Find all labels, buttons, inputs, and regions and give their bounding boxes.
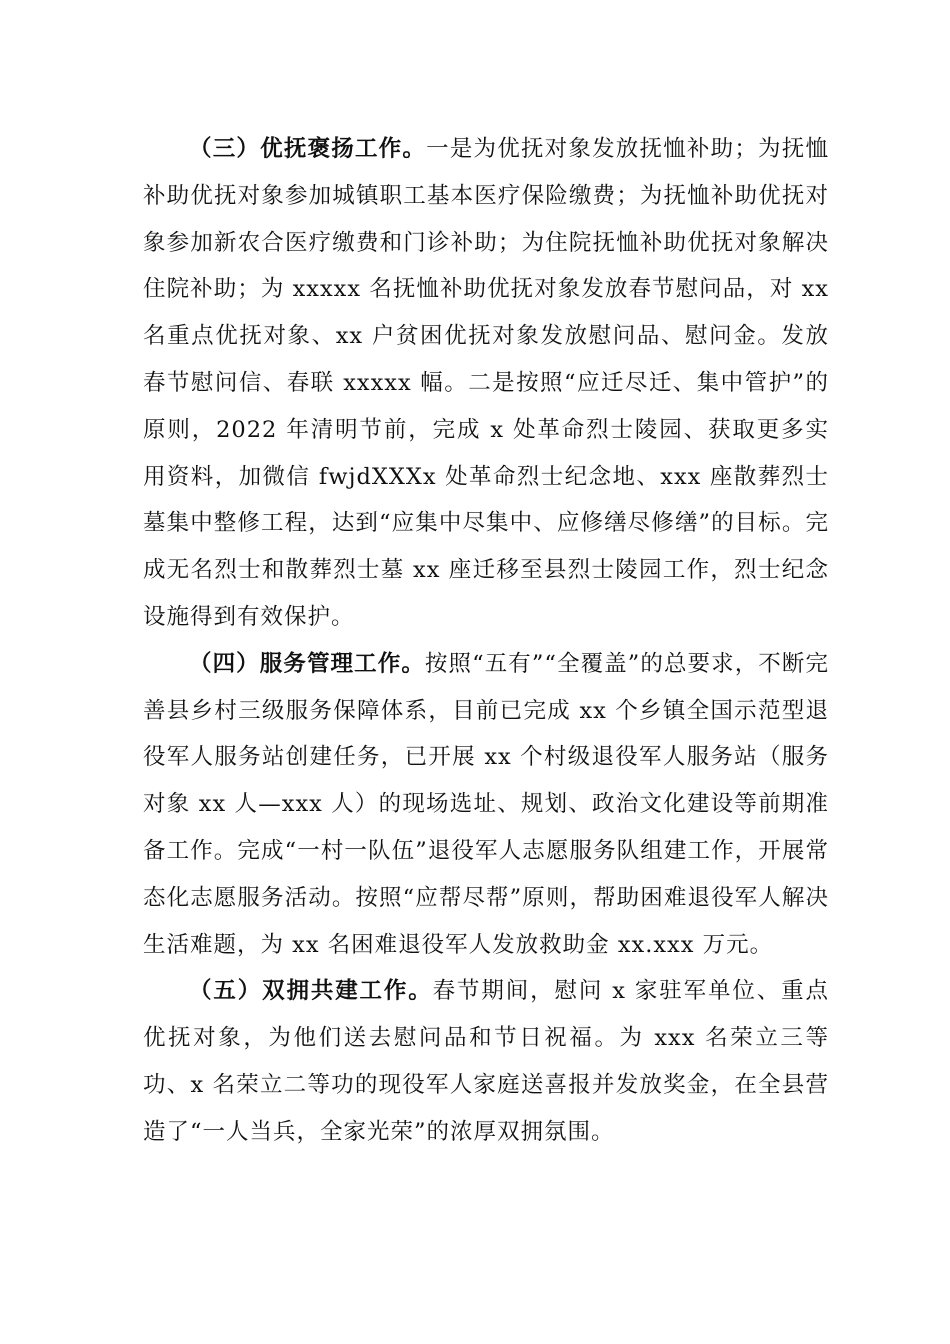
paragraph-text-4: 按照“五有”“全覆盖”的总要求，不断完善县乡村三级服务保障体系，目前已完成 xx 个乡镇全国示范型退役军人服务站创建任务，已开展 xx 个村级退役军人服务站（服务对象 xx 人—xxx 人）的现场选址、规划、政治文化建设等前期准备工作。完成“一村一队伍”退役军人志愿服务队组建工作，开展常态化志愿服务活动。按照“应帮尽帮”原则，帮助困难退役军人解决生活难题，为 xx 名困难退役军人发放救助金 xx.xxx 万元。 [143, 650, 829, 958]
section-heading-4: （四）服务管理工作。 [189, 650, 425, 677]
document-body [143, 126, 829, 1156]
section-heading-3: （三）优抚褒扬工作。 [189, 136, 427, 162]
section-heading-5: （五）双拥共建工作。 [189, 978, 433, 1005]
paragraph-text-3: 一是为优抚对象发放抚恤补助；为抚恤补助优抚对象参加城镇职工基本医疗保险缴费；为抚恤补助优抚对象参加新农合医疗缴费和门诊补助；为住院抚恤补助优抚对象解决住院补助；为 xxxxx 名抚恤补助优抚对象发放春节慰问品，对 xx 名重点优抚对象、xx 户贫困优抚对象发放慰问品、慰问金。发放春节慰问信、春联 xxxxx 幅。二是按照“应迁尽迁、集中管护”的原则，2022 年清明节前，完成 x 处革命烈士陵园、获取更多实用资料，加微信 fwjdXXXx 处革命烈士纪念地、xxx 座散葬烈士墓集中整修工程，达到“应集中尽集中、应修缮尽修缮”的目标。完成无名烈士和散葬烈士墓 xx 座迁移至县烈士陵园工作，烈士纪念设施得到有效保护。 [143, 136, 829, 630]
paragraph-text-5: 春节期间，慰问 x 家驻军单位、重点优抚对象，为他们送去慰问品和节日祝福。为 xxx 名荣立三等功、x 名荣立二等功的现役军人家庭送喜报并发放奖金，在全县营造了“一人当兵，全家光荣”的浓厚双拥氛围。 [143, 978, 829, 1145]
paragraph-fuwu-guanli [143, 641, 829, 969]
paragraph-youfu-baoyang [143, 126, 829, 641]
paragraph-shuangyong-gongjian [143, 968, 829, 1155]
